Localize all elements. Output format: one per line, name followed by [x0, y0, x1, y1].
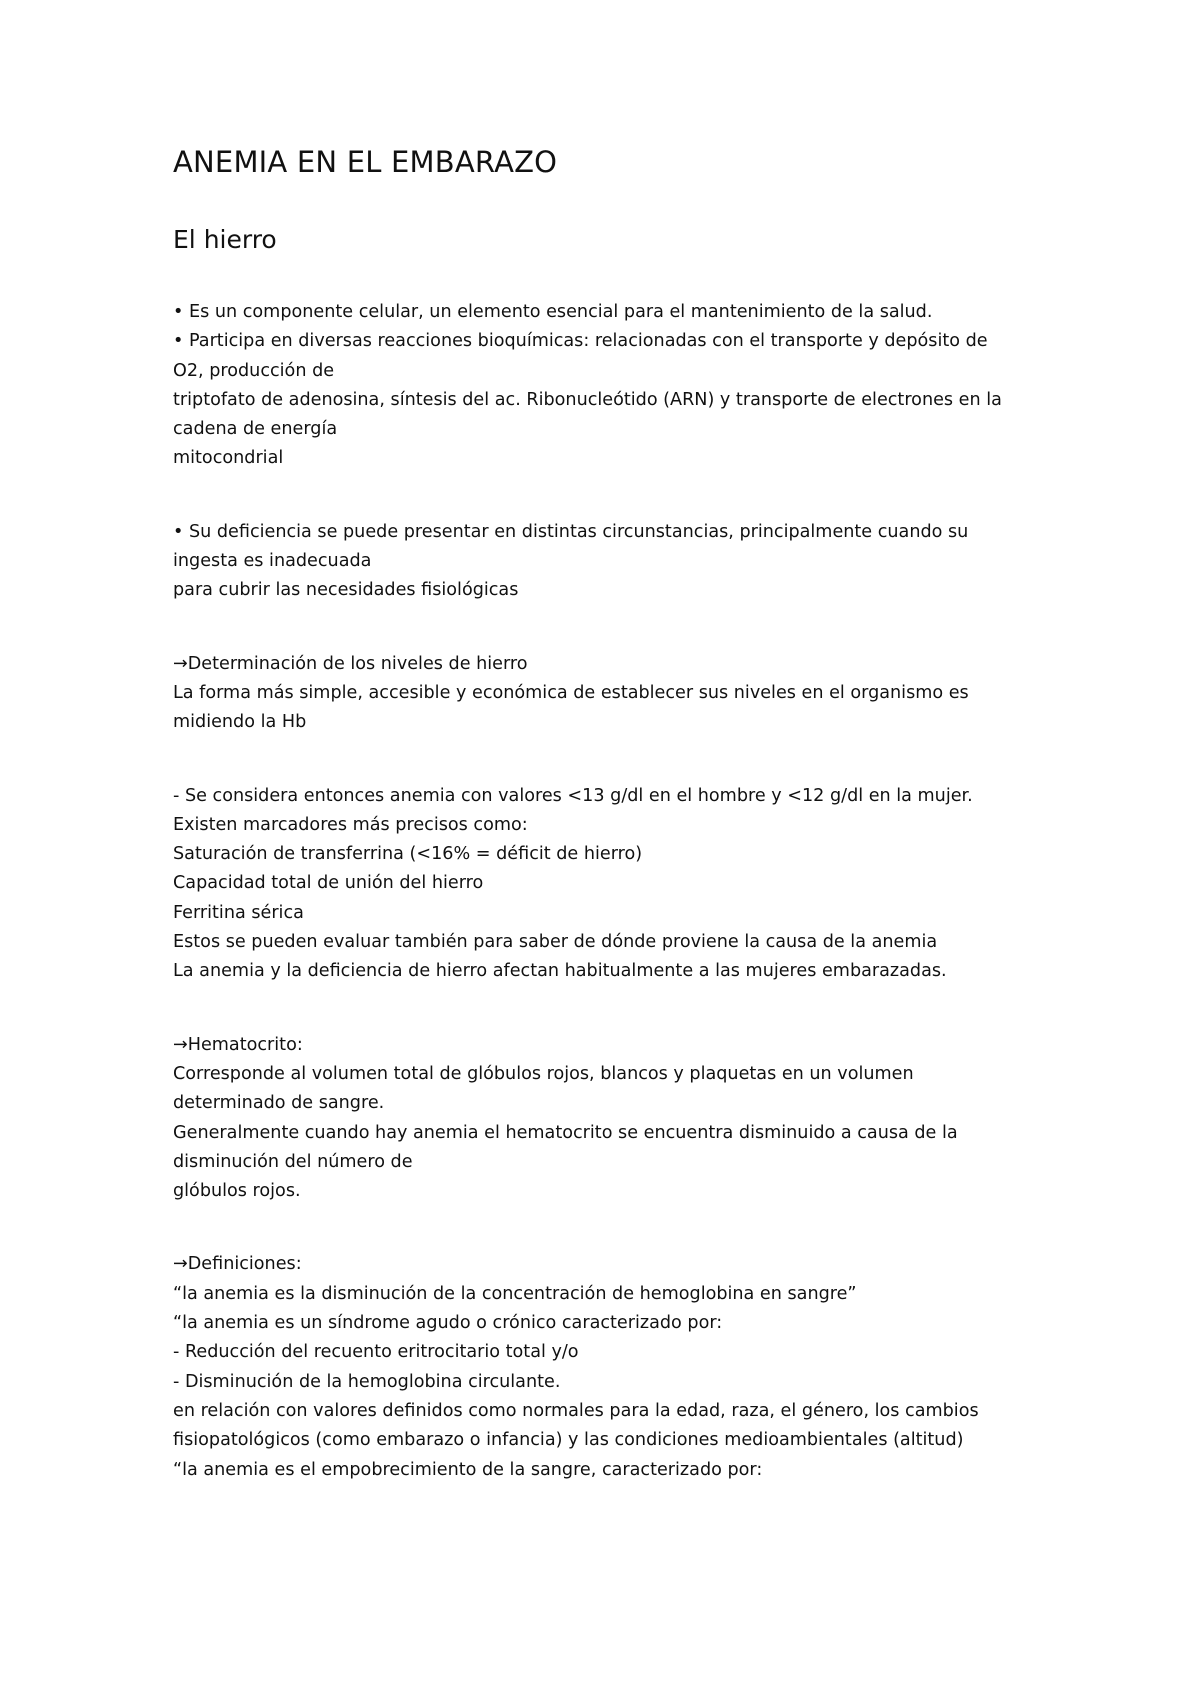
paragraph [173, 298, 1053, 474]
paragraph [173, 518, 1053, 606]
text-line: determinado de sangre. [173, 1093, 385, 1114]
text-line: para cubrir las necesidades fisiológicas [173, 580, 519, 601]
text-line: • Participa en diversas reacciones bioquímicas: relacionadas con el transporte y depósito de [173, 331, 988, 352]
paragraph [173, 782, 1053, 987]
text-line: - Disminución de la hemoglobina circulante. [173, 1371, 561, 1392]
text-line: Existen marcadores más precisos como: [173, 814, 528, 835]
paragraph-gap [173, 1206, 1053, 1250]
text-line: mitocondrial [173, 448, 284, 469]
text-line: fisiopatológicos (como embarazo o infancia) y las condiciones medioambientales (altitud) [173, 1430, 964, 1451]
text-line: “la anemia es el empobrecimiento de la sangre, caracterizado por: [173, 1459, 763, 1480]
text-line: - Se considera entonces anemia con valores <13 g/dl en el hombre y <12 g/dl en la mujer. [173, 785, 973, 806]
text-line: La anemia y la deficiencia de hierro afectan habitualmente a las mujeres embarazadas. [173, 961, 947, 982]
text-line: ingesta es inadecuada [173, 551, 372, 572]
text-line: - Reducción del recuento eritrocitario total y/o [173, 1342, 579, 1363]
paragraph [173, 1031, 1053, 1207]
document-title: ANEMIA EN EL EMBARAZO [173, 145, 558, 179]
text-line: O2, producción de [173, 360, 335, 381]
text-line: →Definiciones: [173, 1254, 302, 1275]
document-body [173, 298, 1053, 1485]
text-line: →Determinación de los niveles de hierro [173, 653, 528, 674]
text-line: Capacidad total de unión del hierro [173, 873, 484, 894]
document-content [173, 144, 1053, 1485]
text-line: La forma más simple, accesible y económica de establecer sus niveles en el organismo es [173, 682, 969, 703]
paragraph-gap [173, 606, 1053, 650]
text-line: “la anemia es la disminución de la concentración de hemoglobina en sangre” [173, 1283, 857, 1304]
text-line: Generalmente cuando hay anemia el hematocrito se encuentra disminuido a causa de la [173, 1122, 958, 1143]
text-line: • Su deficiencia se puede presentar en distintas circunstancias, principalmente cuando su [173, 521, 969, 542]
text-line: “la anemia es un síndrome agudo o crónico caracterizado por: [173, 1313, 723, 1334]
paragraph-gap [173, 738, 1053, 782]
text-line: Corresponde al volumen total de glóbulos rojos, blancos y plaquetas en un volumen [173, 1063, 914, 1084]
text-line: disminución del número de [173, 1151, 413, 1172]
text-line: glóbulos rojos. [173, 1181, 301, 1202]
text-line: cadena de energía [173, 419, 338, 440]
text-line: Estos se pueden evaluar también para saber de dónde proviene la causa de la anemia [173, 932, 938, 953]
paragraph [173, 1250, 1053, 1484]
paragraph-gap [173, 474, 1053, 518]
text-line: • Es un componente celular, un elemento esencial para el mantenimiento de la salud. [173, 302, 933, 322]
text-line: Saturación de transferrina (<16% = déficit de hierro) [173, 844, 643, 865]
text-line: midiendo la Hb [173, 712, 307, 733]
text-line: →Hematocrito: [173, 1034, 303, 1055]
text-line: triptofato de adenosina, síntesis del ac. Ribonucleótido (ARN) y transporte de electrones en la [173, 389, 1002, 410]
paragraph [173, 650, 1053, 738]
section-title: El hierro [173, 225, 277, 254]
text-line: Ferritina sérica [173, 902, 304, 923]
text-line: en relación con valores definidos como normales para la edad, raza, el género, los cambios [173, 1400, 979, 1421]
paragraph-gap [173, 987, 1053, 1031]
